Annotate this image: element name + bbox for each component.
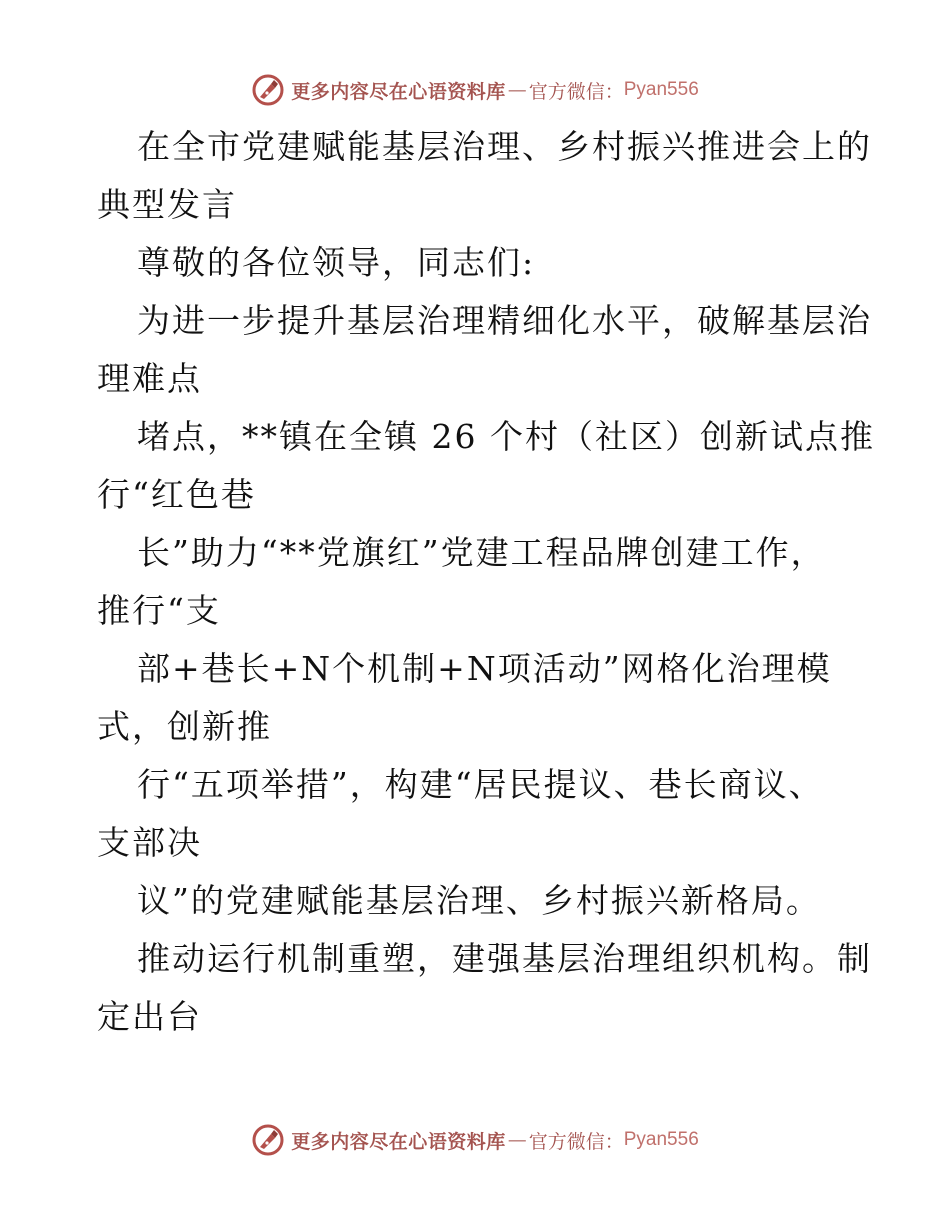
pen-nib-logo-icon	[251, 1123, 285, 1157]
text-line: 支部决	[97, 823, 202, 862]
text-line: 定出台	[97, 997, 202, 1036]
text-line: 在全市党建赋能基层治理、乡村振兴推进会上的	[137, 127, 872, 166]
text-line: 推动运行机制重塑，建强基层治理组织机构。制	[137, 939, 872, 978]
text-line: 推行“支	[97, 591, 221, 630]
text-line: 堵点，**镇在全镇 26 个村（社区）创新试点推	[137, 417, 875, 456]
banner-wechat-id: Pyan556	[623, 79, 699, 100]
banner-slogan: 更多内容尽在心语资料库	[291, 1130, 506, 1153]
footer-banner	[0, 1120, 950, 1160]
text-line: 部+巷长+N个机制+N项活动”网格化治理模	[137, 649, 832, 688]
banner-slogan: 更多内容尽在心语资料库	[291, 80, 506, 103]
banner-wechat-id: Pyan556	[623, 1129, 699, 1150]
pen-nib-logo-icon	[251, 73, 285, 107]
banner-wechat-label: 官方微信：	[528, 1130, 624, 1153]
text-line: 理难点	[97, 359, 202, 398]
text-line: 议”的党建赋能基层治理、乡村振兴新格局。	[137, 881, 821, 920]
banner-wechat-label: 官方微信：	[528, 80, 624, 103]
banner-dash: —	[507, 1129, 527, 1151]
text-line: 行“红色巷	[97, 475, 256, 514]
text-line: 行“五项举措”，构建“居民提议、巷长商议、	[137, 765, 824, 804]
text-line: 长”助力“**党旗红”党建工程品牌创建工作，	[137, 533, 826, 572]
text-line: 尊敬的各位领导，同志们:	[137, 243, 536, 282]
text-line: 典型发言	[97, 185, 237, 224]
text-line: 式，创新推	[97, 707, 272, 746]
banner-dash: —	[507, 79, 527, 101]
text-line: 为进一步提升基层治理精细化水平，破解基层治	[137, 301, 872, 340]
header-banner	[0, 70, 950, 110]
document-body	[97, 118, 875, 1046]
